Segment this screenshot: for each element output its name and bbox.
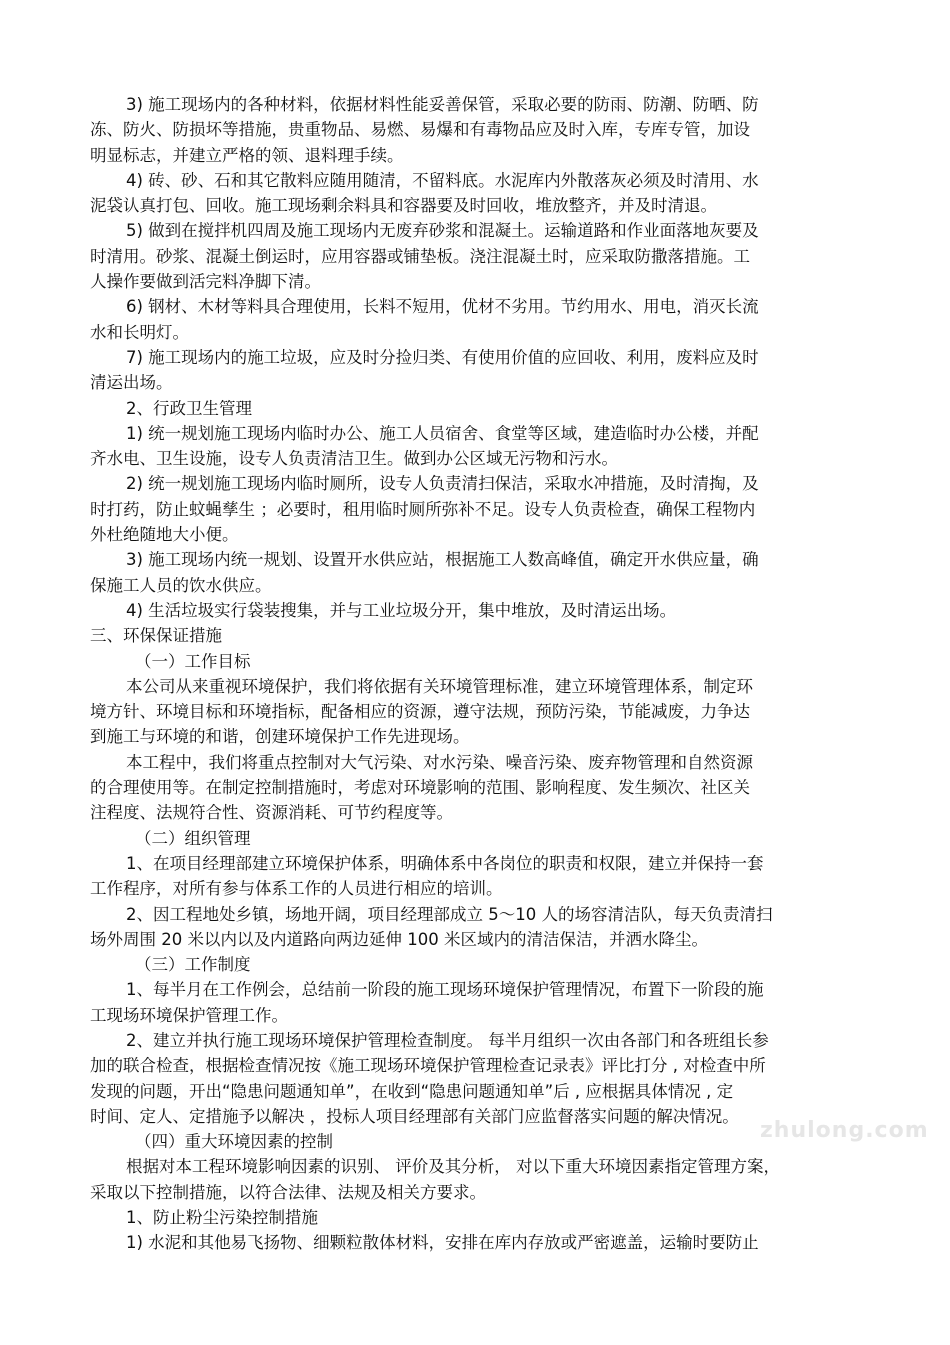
text-line: 到施工与环境的和谐，创建环境保护工作先进现场。: [90, 727, 470, 747]
text-line: 水和长明灯。: [90, 322, 189, 342]
text-line: 的合理使用等。在制定控制措施时，考虑对环境影响的范围、影响程度、发生频次、社区关: [90, 778, 750, 798]
text-line: 场外周围 20 米以内以及内道路向两边延伸 100 米区域内的清洁保洁，并洒水降尘。: [90, 929, 708, 949]
text-line: 本公司从来重视环境保护，我们将依据有关环境管理标准，建立环境管理体系，制定环: [126, 676, 753, 696]
text-line: 工作程序，对所有参与体系工作的人员进行相应的培训。: [90, 879, 503, 899]
text-line: 泥袋认真打包、回收。施工现场剩余料具和容器要及时回收，堆放整齐，并及时清退。: [90, 196, 717, 216]
text-line: 发现的问题，开出“隐患问题通知单”，在收到“隐患问题通知单”后 , 应根据具体情况 , 定: [90, 1081, 734, 1101]
text-line: 1、在项目经理部建立环境保护体系，明确体系中各岗位的职责和权限，建立并保持一套: [126, 853, 764, 873]
text-line: 本工程中，我们将重点控制对大气污染、对水污染、噪音污染、废弃物管理和自然资源: [126, 752, 753, 772]
text-line: 时打药，防止蚊蝇孳生 ；必要时，租用临时厕所弥补不足。设专人负责检查，确保工程物内: [90, 499, 756, 519]
text-line: 根据对本工程环境影响因素的识别、 评价及其分析， 对以下重大环境因素指定管理方案，: [126, 1157, 780, 1177]
text-line: 工现场环境保护管理工作。: [90, 1005, 288, 1025]
text-line: （一）工作目标: [135, 651, 251, 671]
text-line: 人操作要做到活完料净脚下清。: [90, 272, 321, 292]
text-line: 清运出场。: [90, 373, 173, 393]
text-line: 5) 做到在搅拌机四周及施工现场内无废弃砂浆和混凝土。运输道路和作业面落地灰要及: [126, 221, 759, 241]
text-line: 2、因工程地处乡镇，场地开阔，项目经理部成立 5～10 人的场容清洁队，每天负责清扫: [126, 904, 773, 924]
text-line: （四）重大环境因素的控制: [135, 1132, 333, 1152]
text-line: 4) 生活垃圾实行袋装搜集，并与工业垃圾分开，集中堆放，及时清运出场。: [126, 600, 677, 620]
document-body: [90, 92, 860, 1256]
text-line: 1、防止粉尘污染控制措施: [126, 1208, 318, 1228]
text-line: 3) 施工现场内统一规划、设置开水供应站，根据施工人数高峰值，确定开水供应量，确: [126, 550, 759, 570]
text-line: 明显标志，并建立严格的领、退料理手续。: [90, 145, 404, 165]
text-line: 三、环保保证措施: [90, 626, 222, 646]
text-line: 1、每半月在工作例会，总结前一阶段的施工现场环境保护管理情况，布置下一阶段的施: [126, 980, 764, 1000]
text-line: 7) 施工现场内的施工垃圾，应及时分捡归类、有使用价值的应回收、利用，废料应及时: [126, 347, 759, 367]
text-line: （三）工作制度: [135, 955, 251, 975]
text-line: 保施工人员的饮水供应。: [90, 575, 272, 595]
text-line: 2、建立并执行施工现场环境保护管理检查制度。 每半月组织一次由各部门和各班组长参: [126, 1030, 769, 1050]
text-line: 时间、定人、定措施予以解决 ，投标人项目经理部有关部门应监督落实问题的解决情况。: [90, 1106, 739, 1126]
text-line: 3) 施工现场内的各种材料，依据材料性能妥善保管，采取必要的防雨、防潮、防晒、防: [126, 95, 759, 114]
text-line: 齐水电、卫生设施，设专人负责清洁卫生。做到办公区域无污物和污水。: [90, 449, 618, 469]
text-line: 外杜绝随地大小便。: [90, 525, 239, 545]
text-line: 加的联合检查，根据检查情况按《施工现场环境保护管理检查记录表》评比打分 , 对检查中所: [90, 1056, 766, 1076]
text-line: 冻、防火、防损坏等措施，贵重物品、易燃、易爆和有毒物品应及时入库，专库专管，加设: [90, 120, 750, 140]
text-line: 2、行政卫生管理: [126, 398, 252, 418]
watermark: zhulong.com: [760, 1118, 929, 1143]
text-line: 境方针、环境目标和环境指标，配备相应的资源，遵守法规，预防污染，节能减废，力争达: [90, 702, 750, 722]
text-line: 时清用。砂浆、混凝土倒运时，应用容器或铺垫板。浇注混凝土时，应采取防撒落措施。工: [90, 246, 750, 266]
text-line: 2) 统一规划施工现场内临时厕所，设专人负责清扫保洁，采取水冲措施，及时清掏，及: [126, 474, 759, 494]
text-line: 4) 砖、砂、石和其它散料应随用随清，不留料底。水泥库内外散落灰必须及时清用、水: [126, 170, 759, 190]
text-line: 注程度、法规符合性、资源消耗、可节约程度等。: [90, 803, 453, 823]
text-line: 采取以下控制措施，以符合法律、法规及相关方要求。: [90, 1182, 486, 1202]
text-line: （二）组织管理: [135, 828, 251, 848]
text-line: 1) 统一规划施工现场内临时办公、施工人员宿舍、食堂等区域，建造临时办公楼，并配: [126, 423, 759, 443]
text-line: 1) 水泥和其他易飞扬物、细颗粒散体材料，安排在库内存放或严密遮盖，运输时要防止: [126, 1233, 759, 1253]
text-line: 6) 钢材、木材等料具合理使用，长料不短用，优材不劣用。节约用水、用电，消灭长流: [126, 297, 759, 317]
